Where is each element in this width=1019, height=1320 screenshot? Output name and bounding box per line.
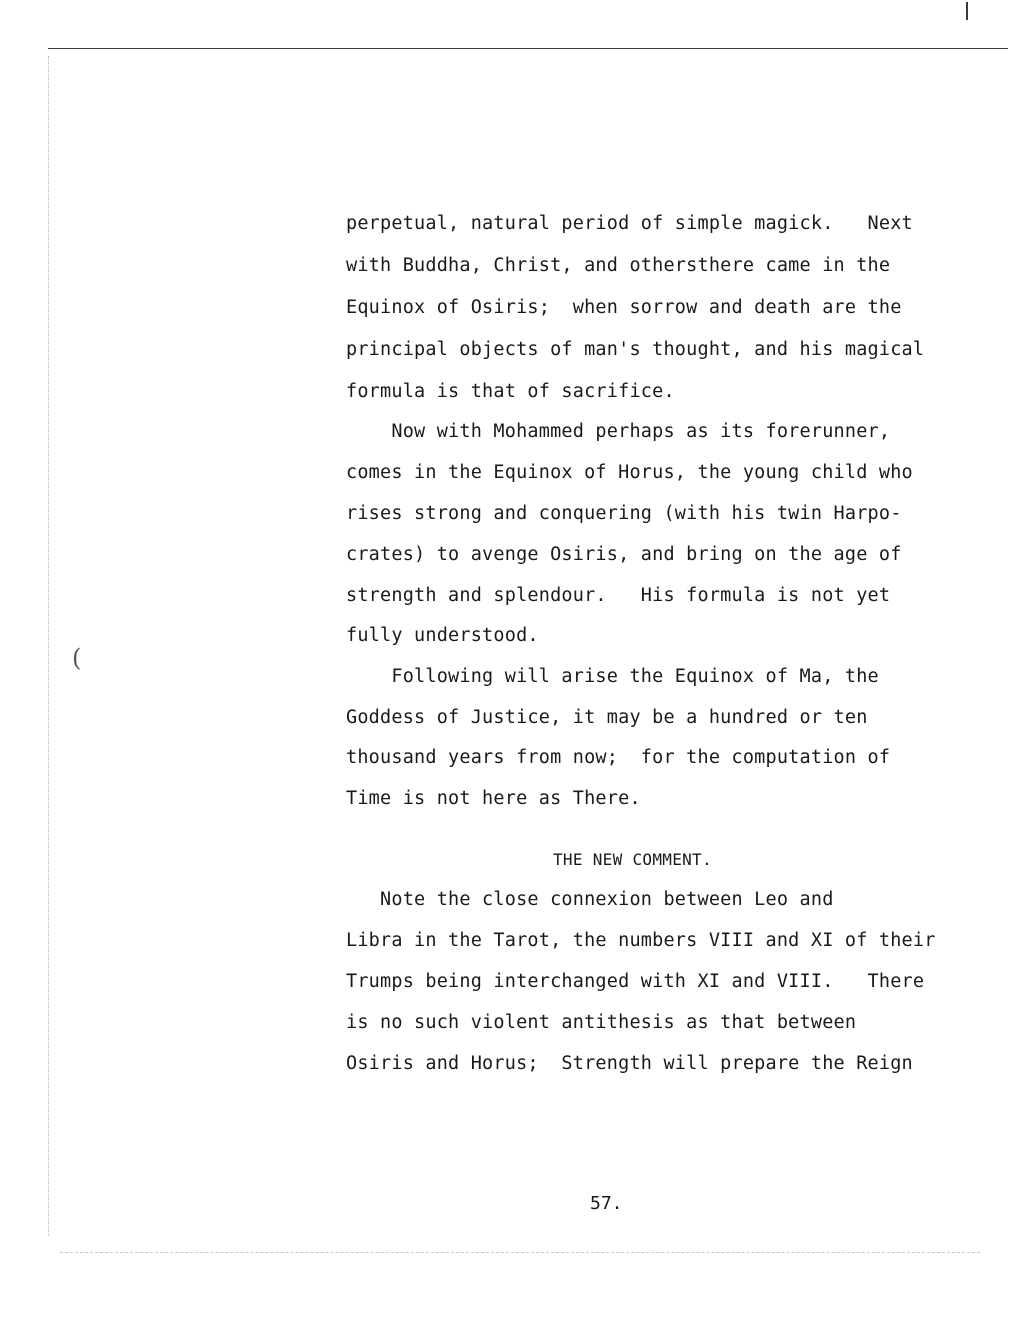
margin-mark: (: [72, 644, 82, 672]
left-margin-line: [48, 56, 49, 1236]
paragraph-2-line-6: fully understood.: [346, 625, 539, 646]
paragraph-1-line-3: Equinox of Osiris; when sorrow and death are the: [346, 297, 902, 318]
comment-line-4: is no such violent antithesis as that between: [346, 1012, 857, 1033]
top-tick-mark: [966, 2, 968, 20]
comment-line-1: Note the close connexion between Leo and: [346, 889, 834, 910]
bottom-rule: [60, 1252, 980, 1253]
page-number: 57.: [590, 1193, 623, 1214]
paragraph-2-line-5: strength and splendour. His formula is not yet: [346, 585, 891, 606]
comment-line-5: Osiris and Horus; Strength will prepare the Reign: [346, 1053, 913, 1074]
paragraph-2-line-1: Now with Mohammed perhaps as its forerunner,: [346, 421, 891, 442]
paragraph-1-line-5: formula is that of sacrifice.: [346, 381, 675, 402]
paragraph-1-line-4: principal objects of man's thought, and his magical: [346, 339, 925, 360]
paragraph-3-line-2: Goddess of Justice, it may be a hundred or ten: [346, 707, 868, 728]
paragraph-2-line-2: comes in the Equinox of Horus, the young child who: [346, 462, 913, 483]
paragraph-1-line-2: with Buddha, Christ, and othersthere came in the: [346, 255, 891, 276]
paragraph-2-line-3: rises strong and conquering (with his twin Harpo-: [346, 503, 902, 524]
section-heading: THE NEW COMMENT.: [553, 850, 712, 869]
paragraph-3-line-3: thousand years from now; for the computation of: [346, 747, 891, 768]
comment-line-2: Libra in the Tarot, the numbers VIII and XI of their: [346, 930, 936, 951]
paragraph-3-line-1: Following will arise the Equinox of Ma, the: [346, 666, 879, 687]
paragraph-2-line-4: crates) to avenge Osiris, and bring on the age of: [346, 544, 902, 565]
paragraph-3-line-4: Time is not here as There.: [346, 788, 641, 809]
paragraph-1-line-1: perpetual, natural period of simple magick. Next: [346, 213, 913, 234]
comment-line-3: Trumps being interchanged with XI and VIII. There: [346, 971, 925, 992]
top-rule: [48, 48, 1008, 49]
